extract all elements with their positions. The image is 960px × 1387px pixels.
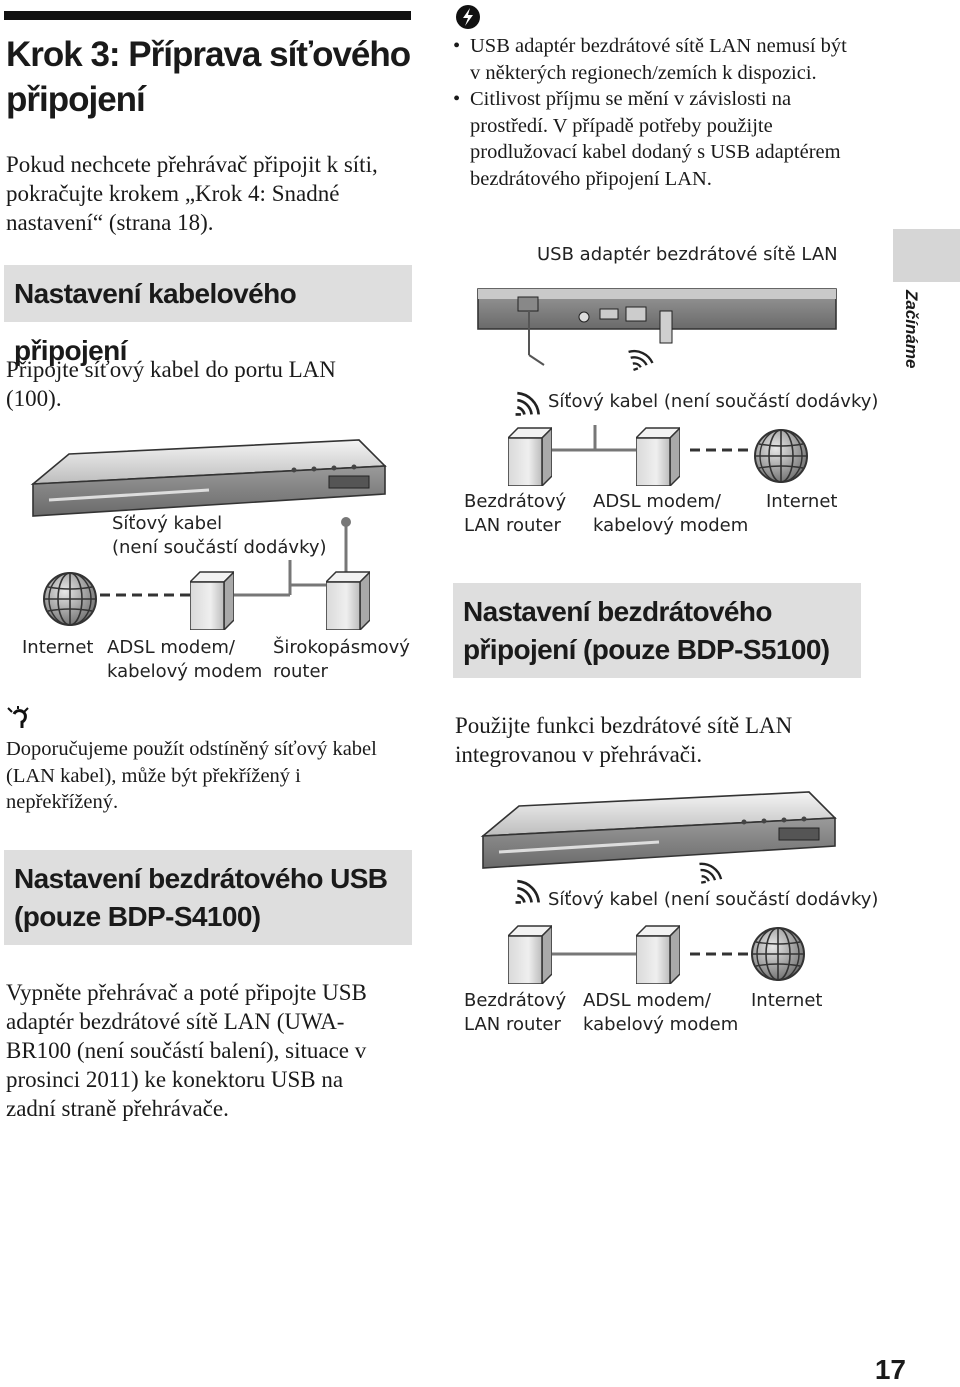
wired-modem-label-2: kabelový modem <box>107 661 263 682</box>
wired-heading: Nastavení kabelového připojení <box>4 265 412 322</box>
wired-modem-label-1: ADSL modem/ <box>107 637 235 658</box>
wired-cable-label-2: (není součástí dodávky) <box>112 537 327 558</box>
lan-port-marker <box>336 512 356 532</box>
note-item: • Citlivost příjmu se mění v závislosti na prostředí. V případě potřeby použijte prodlužovací kabel dodaný s USB adaptérem bezdrátového připojení LAN. <box>453 86 853 192</box>
wired-cable-label-1: Síťový kabel <box>112 513 223 534</box>
globe-icon <box>753 428 809 484</box>
top-rule <box>4 11 411 20</box>
page-title: Krok 3: Příprava síťového připojení <box>6 35 411 119</box>
wireless-signal-icon <box>512 874 544 906</box>
page-number: 17 <box>874 1354 906 1385</box>
side-tab-label <box>893 290 933 390</box>
usb-router-label-1: Bezdrátový <box>464 491 567 512</box>
globe-icon <box>42 571 98 627</box>
router-image <box>326 570 370 630</box>
usb-heading: Nastavení bezdrátového USB (pouze BDP-S4100) <box>4 850 412 945</box>
wireless-router-image <box>508 924 552 984</box>
wireless-router-image <box>508 426 552 486</box>
wireless-heading: Nastavení bezdrátového připojení (pouze BDP-S5100) <box>453 583 861 678</box>
wireless-signal-icon <box>512 386 544 418</box>
side-tab <box>893 229 960 282</box>
usb-modem-label-1: ADSL modem/ <box>593 491 721 512</box>
usb-adapter-label: USB adaptér bezdrátové sítě LAN <box>537 244 838 265</box>
player-back-panel-image <box>474 285 840 365</box>
wireless-text: Použijte funkci bezdrátové sítě LAN integrovanou v přehrávači. <box>455 713 793 767</box>
wired-internet-label: Internet <box>22 637 94 658</box>
modem-image <box>636 426 680 486</box>
usb-modem-label-2: kabelový modem <box>593 515 749 536</box>
modem-image <box>190 570 234 630</box>
wireless-router-label-2: LAN router <box>464 1014 561 1035</box>
wired-router-label-2: router <box>273 661 328 682</box>
usb-text: Vypněte přehrávač a poté připojte USB adaptér bezdrátové sítě LAN (UWA-BR100 (není součástí balení), situace v prosinci 2011) ke konektoru USB na zadní straně přehrávače. <box>6 980 367 1121</box>
notes-list <box>453 33 853 192</box>
modem-image <box>636 924 680 984</box>
wireless-cable-label: Síťový kabel (není součástí dodávky) <box>548 889 879 910</box>
usb-router-label-2: LAN router <box>464 515 561 536</box>
note-icon <box>455 4 481 30</box>
wired-router-label-1: Širokopásmový <box>273 637 410 658</box>
tip-icon <box>6 706 32 734</box>
wireless-modem-label-1: ADSL modem/ <box>583 990 711 1011</box>
usb-internet-label: Internet <box>766 491 838 512</box>
wired-text: Připojte síťový kabel do portu LAN (100). <box>6 357 336 411</box>
wireless-internet-label: Internet <box>751 990 823 1011</box>
tip-text: Doporučujeme použít odstíněný síťový kabel (LAN kabel), může být překřížený i nepřekřížený. <box>6 738 377 813</box>
note-item: • USB adaptér bezdrátové sítě LAN nemusí být v některých regionech/zemích k dispozici. <box>453 33 853 86</box>
wireless-router-label-1: Bezdrátový <box>464 990 567 1011</box>
usb-cable-label: Síťový kabel (není součástí dodávky) <box>548 391 879 412</box>
wireless-signal-icon <box>626 342 654 370</box>
side-tab-text: Začínáme <box>902 290 921 369</box>
globe-icon <box>750 926 806 982</box>
wireless-signal-icon <box>696 856 724 884</box>
wireless-modem-label-2: kabelový modem <box>583 1014 739 1035</box>
intro-text: Pokud nechcete přehrávač připojit k síti, pokračujte krokem „Krok 4: Snadné nastavení“ (strana 18). <box>6 152 378 235</box>
